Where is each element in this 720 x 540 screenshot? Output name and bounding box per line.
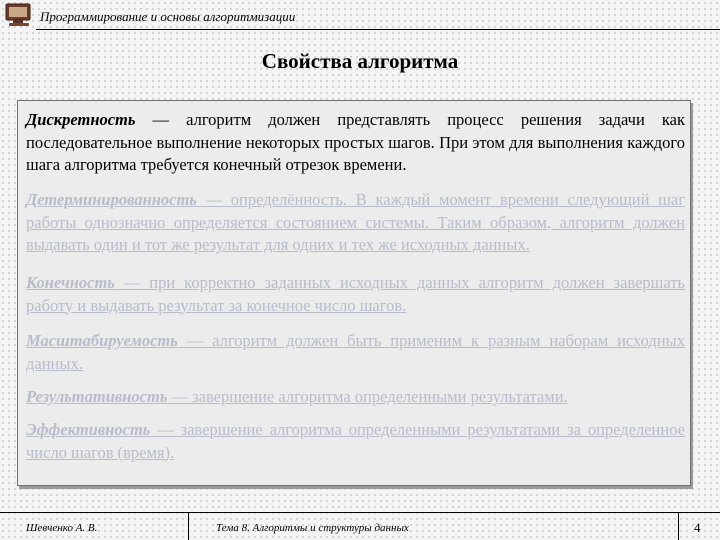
header [0, 0, 720, 34]
property-text: — алгоритм должен быть применим к разным наборам исходных данных. [26, 331, 685, 373]
footer-author: Шевченко А. В. [26, 522, 98, 534]
computer-logo-icon [4, 3, 34, 27]
property-determinism[interactable] [26, 189, 685, 257]
property-effectiveness[interactable] [26, 386, 685, 409]
header-title: Программирование и основы алгоритмизации [40, 9, 296, 24]
footer-divider [0, 512, 720, 513]
property-text: — алгоритм должен представлять процесс решения задачи как последовательное выполнение некоторых простых шагов. При этом для выполнения каждого шага алгоритма требуется конечный отрезок времени. [26, 110, 685, 174]
slide-title: Свойства алгоритма [261, 49, 459, 73]
property-efficiency[interactable] [26, 419, 685, 464]
property-text: — завершение алгоритма определенными результатами за определенное число шагов (время). [26, 420, 685, 462]
footer-separator [678, 512, 679, 540]
property-term: Детерминированность [26, 190, 197, 209]
property-text: — определённость. В каждый момент времени следующий шаг работы однозначно определяется состоянием системы. Таким образом, алгоритм должен выдавать один и тот же результат для одних и тех же исходных данных. [26, 190, 685, 254]
footer-separator [188, 512, 189, 540]
content-box [17, 100, 691, 486]
property-term: Результативность [26, 387, 168, 406]
property-term: Эффективность [26, 420, 151, 439]
header-divider [36, 29, 720, 30]
property-finiteness[interactable] [26, 272, 685, 317]
property-discreteness [26, 109, 685, 177]
property-term: Масштабируемость [26, 331, 178, 350]
property-scalability[interactable] [26, 330, 685, 375]
property-text: — завершение алгоритма определенными результатами. [167, 387, 568, 406]
footer-topic: Тема 8. Алгоритмы и структуры данных [216, 522, 409, 534]
property-term: Конечность [26, 273, 115, 292]
property-text: — при корректно заданных исходных данных алгоритм должен завершать работу и выдавать результат за конечное число шагов. [26, 273, 685, 315]
property-term: Дискретность [26, 110, 136, 129]
page-number: 4 [694, 520, 701, 535]
